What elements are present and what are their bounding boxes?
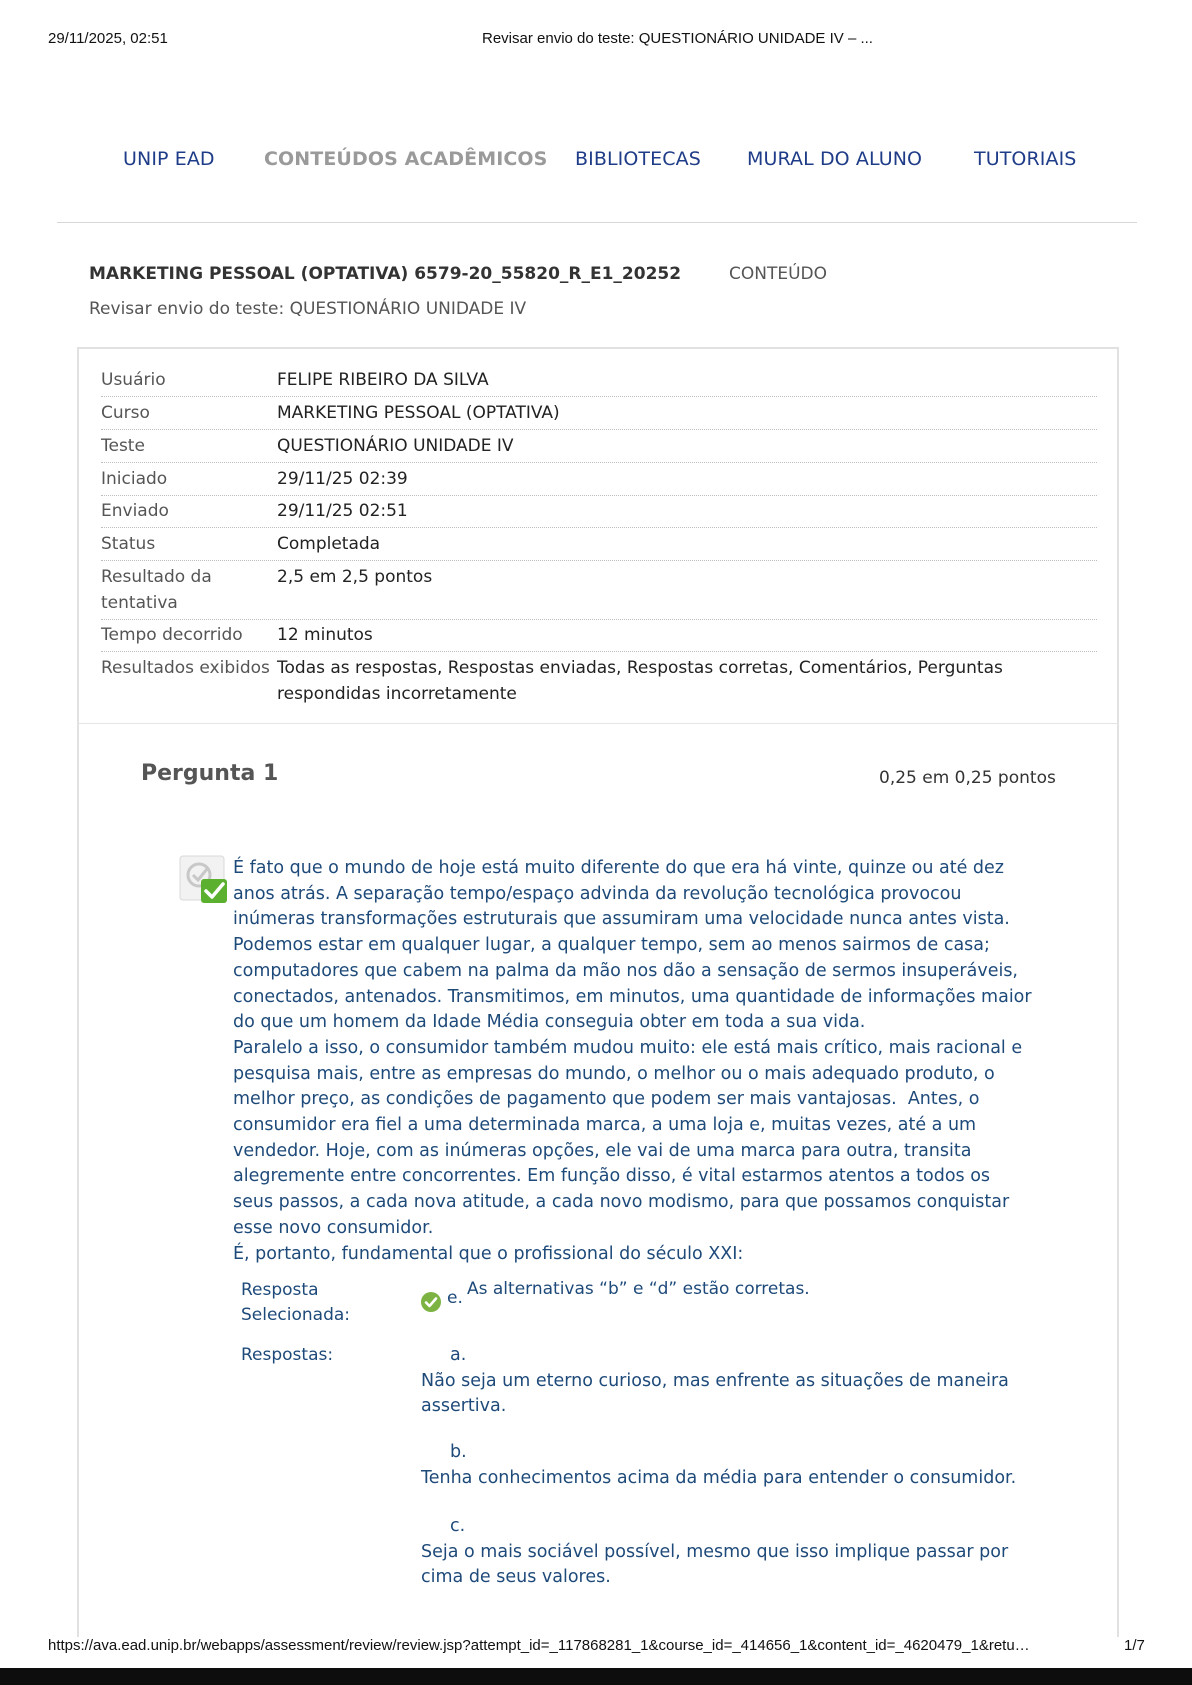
summary-label: Curso <box>101 403 150 423</box>
print-url: https://ava.ead.unip.br/webapps/assessment/review/review.jsp?attempt_id=_117868281_1&course_id=_414656_1&content_id=_4620479_1&retu… <box>48 1637 1030 1654</box>
summary-value: 29/11/25 02:51 <box>277 501 408 521</box>
summary-label: Teste <box>101 436 145 456</box>
question-paragraph: É, portanto, fundamental que o profissional do século XXI: <box>233 1243 744 1264</box>
summary-label: Usuário <box>101 370 166 390</box>
question-points: 0,25 em 0,25 pontos <box>879 768 1056 788</box>
answer-option <box>421 1440 1021 1491</box>
question-text <box>233 856 1038 1267</box>
correct-answer-icon <box>420 1291 442 1313</box>
answer-option <box>421 1514 1021 1591</box>
summary-label: Resultados exibidos <box>101 658 270 678</box>
bottom-band <box>0 1668 1192 1685</box>
correct-check-icon <box>179 855 229 905</box>
answer-option-letter: b. <box>450 1442 467 1462</box>
answers-label: Respostas: <box>241 1345 334 1365</box>
selected-answer-label: Resposta Selecionada: <box>241 1280 351 1325</box>
summary-row-resultado <box>101 564 1097 620</box>
summary-row-tempo <box>101 622 1097 652</box>
nav-unip-ead[interactable]: UNIP EAD <box>123 148 215 170</box>
summary-label: Status <box>101 534 156 554</box>
summary-label: Iniciado <box>101 469 168 489</box>
selected-answer <box>420 1279 1020 1329</box>
question-paragraph: É fato que o mundo de hoje está muito diferente do que era há vinte, quinze ou até dez anos atrás. A separação tempo/espaço advinda da revolução tecnológica provocou inúmeras transformações estruturais que assumiram uma velocidade nunca antes vista. Podemos estar em qualquer lugar, a qualquer tempo, sem ao menos sairmos de casa; computadores que cabem na palma da mão nos dão a sensação de sermos insuperáveis, conectados, antenados. Transmitimos, em minutos, uma quantidade de informações maior do que um homem da Idade Média conseguia obter em toda a sua vida. <box>233 858 1038 1033</box>
selected-answer-letter: e. <box>447 1288 463 1308</box>
summary-row-enviado <box>101 498 1097 528</box>
summary-row-curso <box>101 400 1097 430</box>
question-heading: Pergunta 1 <box>141 761 279 786</box>
top-navigation <box>0 148 1192 178</box>
summary-row-iniciado <box>101 466 1097 496</box>
answer-option-letter: a. <box>450 1345 467 1365</box>
answer-option-text: Seja o mais sociável possível, mesmo que isso implique passar por cima de seus valores. <box>421 1541 1009 1588</box>
summary-row-usuario <box>101 367 1097 397</box>
page-subtitle: Revisar envio do teste: QUESTIONÁRIO UNIDADE IV <box>89 299 527 319</box>
print-header <box>0 30 1192 52</box>
print-footer <box>0 1637 1192 1659</box>
summary-row-resultados-exibidos <box>101 655 1097 711</box>
nav-tutoriais[interactable]: TUTORIAIS <box>974 148 1077 170</box>
course-title[interactable]: MARKETING PESSOAL (OPTATIVA) 6579-20_55820_R_E1_20252 <box>89 264 682 284</box>
summary-value: 29/11/25 02:39 <box>277 469 408 489</box>
attempt-summary <box>77 347 1119 724</box>
summary-label: Tempo decorrido <box>101 625 243 645</box>
summary-label: Resultado da tentativa <box>101 567 212 613</box>
nav-bibliotecas[interactable]: BIBLIOTECAS <box>575 148 701 170</box>
summary-value: MARKETING PESSOAL (OPTATIVA) <box>277 403 560 423</box>
summary-value: 2,5 em 2,5 pontos <box>277 567 433 587</box>
answer-option-text: Tenha conhecimentos acima da média para entender o consumidor. <box>421 1467 1017 1488</box>
summary-label: Enviado <box>101 501 169 521</box>
question-paragraph: Paralelo a isso, o consumidor também mudou muito: ele está mais crítico, mais racional e pesquisa mais, entre as empresas do mundo, o melhor ou o mais adequado produto, o melhor preço, as condições de pagamento que podem ser mais vantajosas. Antes, o consumidor era fiel a uma determinada marca, a uma loja e, muitas vezes, até a um vendedor. Hoje, com as inúmeras opções, ele vai de uma marca para outra, transita alegremente entre concorrentes. Em função disso, é vital estarmos atentos a todos os seus passos, a cada nova atitude, a cada novo modismo, para que possamos conquistar esse novo consumidor. <box>233 1037 1028 1238</box>
print-date: 29/11/2025, 02:51 <box>48 30 168 47</box>
nav-mural-do-aluno[interactable]: MURAL DO ALUNO <box>747 148 923 170</box>
summary-value: Todas as respostas, Respostas enviadas, Respostas corretas, Comentários, Perguntas respondidas incorretamente <box>277 658 1003 704</box>
summary-value: Completada <box>277 534 381 554</box>
summary-row-teste <box>101 433 1097 463</box>
summary-row-status <box>101 531 1097 561</box>
summary-value: QUESTIONÁRIO UNIDADE IV <box>277 436 514 456</box>
answer-option-text: Não seja um eterno curioso, mas enfrente as situações de maneira assertiva. <box>421 1370 1009 1417</box>
nav-conteudos-academicos[interactable]: CONTEÚDOS ACADÊMICOS <box>264 148 548 170</box>
content-link[interactable]: CONTEÚDO <box>729 264 828 284</box>
selected-answer-text: As alternativas “b” e “d” estão corretas. <box>467 1279 810 1299</box>
nav-divider <box>57 222 1137 223</box>
print-page-number: 1/7 <box>1124 1637 1145 1654</box>
summary-value: FELIPE RIBEIRO DA SILVA <box>277 370 489 390</box>
print-title: Revisar envio do teste: QUESTIONÁRIO UNIDADE IV – ... <box>482 30 873 47</box>
answer-option-letter: c. <box>450 1516 466 1536</box>
answer-option <box>421 1343 1021 1420</box>
summary-value: 12 minutos <box>277 625 373 645</box>
